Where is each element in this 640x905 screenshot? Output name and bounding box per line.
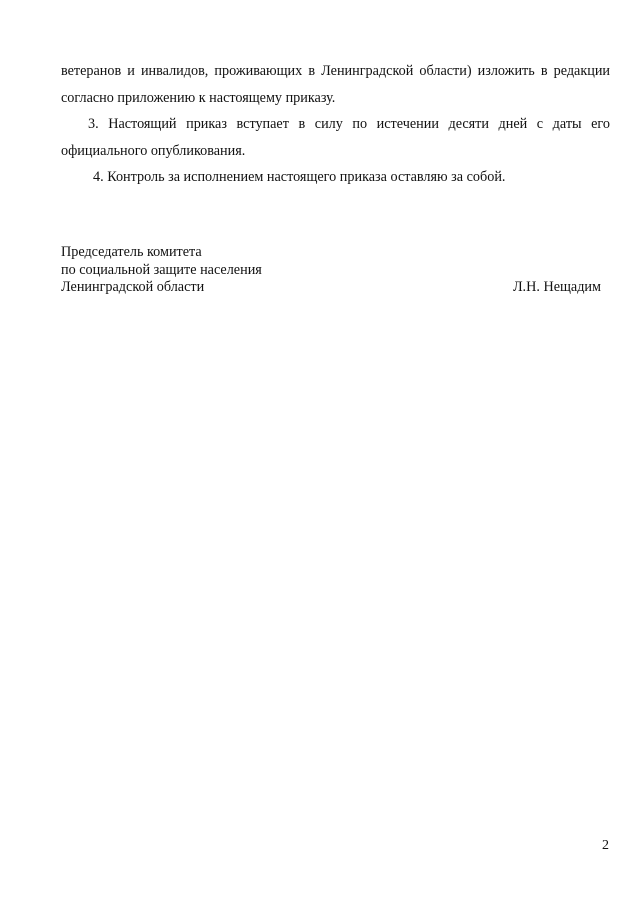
paragraph-continuation: ветеранов и инвалидов, проживающих в Ленинградской области) изложить в редакции согласно приложению к настоящему приказу. bbox=[61, 63, 610, 106]
document-body bbox=[61, 58, 610, 191]
paragraph-4: 4. Контроль за исполнением настоящего приказа оставляю за собой. bbox=[93, 169, 506, 185]
page-number: 2 bbox=[602, 838, 609, 853]
signature-last-line bbox=[61, 279, 601, 297]
signature-position-line-2: по социальной защите населения bbox=[61, 261, 262, 278]
signature-position-line-1: Председатель комитета bbox=[61, 244, 202, 260]
signature-block bbox=[61, 244, 601, 297]
signature-position-line-3: Ленинградской области bbox=[61, 279, 205, 295]
paragraph-3: 3. Настоящий приказ вступает в силу по истечении десяти дней с даты его официального опубликования. bbox=[61, 116, 610, 159]
signatory-name: Л.Н. Нещадим bbox=[512, 279, 601, 295]
